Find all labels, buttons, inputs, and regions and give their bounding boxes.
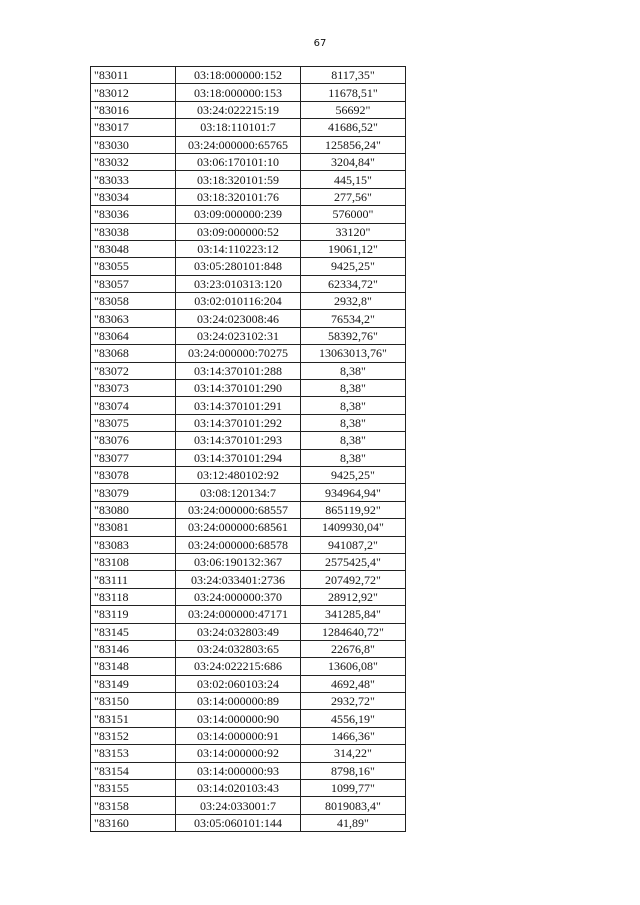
page-number: 67 <box>313 38 327 49</box>
record-id-cell: "83075 <box>91 414 176 431</box>
record-id-cell: "83076 <box>91 432 176 449</box>
value-cell: 13606,08" <box>301 658 406 675</box>
cadastral-number-cell: 03:18:000000:153 <box>176 84 301 101</box>
cadastral-number-cell: 03:14:370101:288 <box>176 362 301 379</box>
table-row <box>91 327 406 344</box>
value-cell: 1409930,04" <box>301 519 406 536</box>
table-row <box>91 432 406 449</box>
cadastral-number-cell: 03:14:110223:12 <box>176 240 301 257</box>
value-cell: 9425,25" <box>301 466 406 483</box>
value-cell: 941087,2" <box>301 536 406 553</box>
table-row <box>91 397 406 414</box>
cadastral-number-cell: 03:18:110101:7 <box>176 119 301 136</box>
cadastral-number-cell: 03:24:033401:2736 <box>176 571 301 588</box>
table-row <box>91 293 406 310</box>
cadastral-number-cell: 03:06:170101:10 <box>176 153 301 170</box>
value-cell: 576000" <box>301 206 406 223</box>
table-row <box>91 606 406 623</box>
value-cell: 3204,84" <box>301 153 406 170</box>
record-id-cell: "83012 <box>91 84 176 101</box>
record-id-cell: "83030 <box>91 136 176 153</box>
value-cell: 33120" <box>301 223 406 240</box>
table-row <box>91 640 406 657</box>
record-id-cell: "83080 <box>91 501 176 518</box>
cadastral-number-cell: 03:24:000000:68557 <box>176 501 301 518</box>
cadastral-number-cell: 03:24:032803:65 <box>176 640 301 657</box>
cadastral-number-cell: 03:14:000000:89 <box>176 693 301 710</box>
record-id-cell: "83118 <box>91 588 176 605</box>
table-row <box>91 693 406 710</box>
table-row <box>91 67 406 84</box>
record-id-cell: "83148 <box>91 658 176 675</box>
cadastral-number-cell: 03:14:370101:293 <box>176 432 301 449</box>
cadastral-number-cell: 03:05:060101:144 <box>176 814 301 831</box>
table-row <box>91 466 406 483</box>
record-id-cell: "83036 <box>91 206 176 223</box>
table-row <box>91 240 406 257</box>
cadastral-number-cell: 03:23:010313:120 <box>176 275 301 292</box>
table-row <box>91 519 406 536</box>
cadastral-number-cell: 03:02:010116:204 <box>176 293 301 310</box>
table-body <box>91 67 406 832</box>
value-cell: 41686,52" <box>301 119 406 136</box>
record-id-cell: "83048 <box>91 240 176 257</box>
table-row <box>91 745 406 762</box>
cadastral-number-cell: 03:24:033001:7 <box>176 797 301 814</box>
cadastral-table <box>90 66 406 832</box>
value-cell: 1099,77" <box>301 780 406 797</box>
value-cell: 8,38" <box>301 432 406 449</box>
table-row <box>91 710 406 727</box>
value-cell: 314,22" <box>301 745 406 762</box>
value-cell: 9425,25" <box>301 258 406 275</box>
value-cell: 8,38" <box>301 414 406 431</box>
record-id-cell: "83151 <box>91 710 176 727</box>
cadastral-number-cell: 03:05:280101:848 <box>176 258 301 275</box>
cadastral-number-cell: 03:14:370101:291 <box>176 397 301 414</box>
record-id-cell: "83034 <box>91 188 176 205</box>
cadastral-number-cell: 03:24:000000:370 <box>176 588 301 605</box>
value-cell: 19061,12" <box>301 240 406 257</box>
table-row <box>91 449 406 466</box>
table-row <box>91 275 406 292</box>
table-row <box>91 188 406 205</box>
record-id-cell: "83149 <box>91 675 176 692</box>
cadastral-number-cell: 03:24:000000:68578 <box>176 536 301 553</box>
value-cell: 2932,8" <box>301 293 406 310</box>
value-cell: 28912,92" <box>301 588 406 605</box>
value-cell: 41,89" <box>301 814 406 831</box>
cadastral-number-cell: 03:18:000000:152 <box>176 67 301 84</box>
record-id-cell: "83083 <box>91 536 176 553</box>
cadastral-number-cell: 03:09:000000:239 <box>176 206 301 223</box>
value-cell: 4556,19" <box>301 710 406 727</box>
table-row <box>91 623 406 640</box>
table-row <box>91 380 406 397</box>
value-cell: 8,38" <box>301 362 406 379</box>
cadastral-number-cell: 03:14:370101:292 <box>176 414 301 431</box>
value-cell: 8,38" <box>301 397 406 414</box>
cadastral-number-cell: 03:06:190132:367 <box>176 553 301 570</box>
table-row <box>91 658 406 675</box>
record-id-cell: "83081 <box>91 519 176 536</box>
record-id-cell: "83158 <box>91 797 176 814</box>
table-row <box>91 414 406 431</box>
value-cell: 8117,35" <box>301 67 406 84</box>
table-row <box>91 762 406 779</box>
record-id-cell: "83079 <box>91 484 176 501</box>
value-cell: 58392,76" <box>301 327 406 344</box>
value-cell: 277,56" <box>301 188 406 205</box>
table-row <box>91 571 406 588</box>
record-id-cell: "83150 <box>91 693 176 710</box>
table-row <box>91 536 406 553</box>
cadastral-number-cell: 03:12:480102:92 <box>176 466 301 483</box>
cadastral-number-cell: 03:14:000000:91 <box>176 727 301 744</box>
cadastral-number-cell: 03:24:022215:19 <box>176 101 301 118</box>
record-id-cell: "83063 <box>91 310 176 327</box>
table-row <box>91 727 406 744</box>
value-cell: 2575425,4" <box>301 553 406 570</box>
value-cell: 8,38" <box>301 380 406 397</box>
record-id-cell: "83160 <box>91 814 176 831</box>
value-cell: 62334,72" <box>301 275 406 292</box>
value-cell: 56692" <box>301 101 406 118</box>
table-row <box>91 171 406 188</box>
record-id-cell: "83146 <box>91 640 176 657</box>
table-row <box>91 501 406 518</box>
table-row <box>91 484 406 501</box>
cadastral-number-cell: 03:14:000000:92 <box>176 745 301 762</box>
record-id-cell: "83072 <box>91 362 176 379</box>
value-cell: 125856,24" <box>301 136 406 153</box>
table-row <box>91 84 406 101</box>
record-id-cell: "83119 <box>91 606 176 623</box>
table-row <box>91 153 406 170</box>
cadastral-number-cell: 03:24:023102:31 <box>176 327 301 344</box>
value-cell: 1284640,72" <box>301 623 406 640</box>
record-id-cell: "83064 <box>91 327 176 344</box>
cadastral-number-cell: 03:14:370101:290 <box>176 380 301 397</box>
record-id-cell: "83017 <box>91 119 176 136</box>
table-row <box>91 345 406 362</box>
table-row <box>91 119 406 136</box>
value-cell: 865119,92" <box>301 501 406 518</box>
value-cell: 8,38" <box>301 449 406 466</box>
value-cell: 341285,84" <box>301 606 406 623</box>
table-row <box>91 780 406 797</box>
cadastral-number-cell: 03:24:022215:686 <box>176 658 301 675</box>
record-id-cell: "83068 <box>91 345 176 362</box>
record-id-cell: "83078 <box>91 466 176 483</box>
cadastral-number-cell: 03:24:000000:47171 <box>176 606 301 623</box>
cadastral-number-cell: 03:02:060103:24 <box>176 675 301 692</box>
table-row <box>91 223 406 240</box>
cadastral-number-cell: 03:09:000000:52 <box>176 223 301 240</box>
cadastral-number-cell: 03:24:023008:46 <box>176 310 301 327</box>
cadastral-number-cell: 03:24:000000:68561 <box>176 519 301 536</box>
table-row <box>91 101 406 118</box>
value-cell: 8019083,4" <box>301 797 406 814</box>
table-row <box>91 675 406 692</box>
record-id-cell: "83055 <box>91 258 176 275</box>
cadastral-number-cell: 03:18:320101:76 <box>176 188 301 205</box>
record-id-cell: "83058 <box>91 293 176 310</box>
value-cell: 934964,94" <box>301 484 406 501</box>
cadastral-number-cell: 03:14:370101:294 <box>176 449 301 466</box>
table-row <box>91 797 406 814</box>
record-id-cell: "83108 <box>91 553 176 570</box>
table-row <box>91 362 406 379</box>
value-cell: 207492,72" <box>301 571 406 588</box>
record-id-cell: "83073 <box>91 380 176 397</box>
cadastral-number-cell: 03:14:000000:93 <box>176 762 301 779</box>
table-row <box>91 814 406 831</box>
value-cell: 445,15" <box>301 171 406 188</box>
table-row <box>91 553 406 570</box>
cadastral-number-cell: 03:24:000000:65765 <box>176 136 301 153</box>
record-id-cell: "83154 <box>91 762 176 779</box>
value-cell: 13063013,76" <box>301 345 406 362</box>
record-id-cell: "83032 <box>91 153 176 170</box>
record-id-cell: "83145 <box>91 623 176 640</box>
value-cell: 2932,72" <box>301 693 406 710</box>
cadastral-number-cell: 03:18:320101:59 <box>176 171 301 188</box>
table-row <box>91 206 406 223</box>
record-id-cell: "83033 <box>91 171 176 188</box>
record-id-cell: "83057 <box>91 275 176 292</box>
value-cell: 22676,8" <box>301 640 406 657</box>
value-cell: 4692,48" <box>301 675 406 692</box>
table-row <box>91 136 406 153</box>
cadastral-number-cell: 03:14:000000:90 <box>176 710 301 727</box>
value-cell: 76534,2" <box>301 310 406 327</box>
record-id-cell: "83155 <box>91 780 176 797</box>
table-row <box>91 588 406 605</box>
value-cell: 1466,36" <box>301 727 406 744</box>
record-id-cell: "83011 <box>91 67 176 84</box>
cadastral-number-cell: 03:24:032803:49 <box>176 623 301 640</box>
record-id-cell: "83074 <box>91 397 176 414</box>
record-id-cell: "83111 <box>91 571 176 588</box>
record-id-cell: "83153 <box>91 745 176 762</box>
cadastral-number-cell: 03:08:120134:7 <box>176 484 301 501</box>
record-id-cell: "83152 <box>91 727 176 744</box>
value-cell: 11678,51" <box>301 84 406 101</box>
cadastral-number-cell: 03:14:020103:43 <box>176 780 301 797</box>
cadastral-number-cell: 03:24:000000:70275 <box>176 345 301 362</box>
record-id-cell: "83038 <box>91 223 176 240</box>
value-cell: 8798,16" <box>301 762 406 779</box>
table-row <box>91 310 406 327</box>
record-id-cell: "83016 <box>91 101 176 118</box>
record-id-cell: "83077 <box>91 449 176 466</box>
table-row <box>91 258 406 275</box>
